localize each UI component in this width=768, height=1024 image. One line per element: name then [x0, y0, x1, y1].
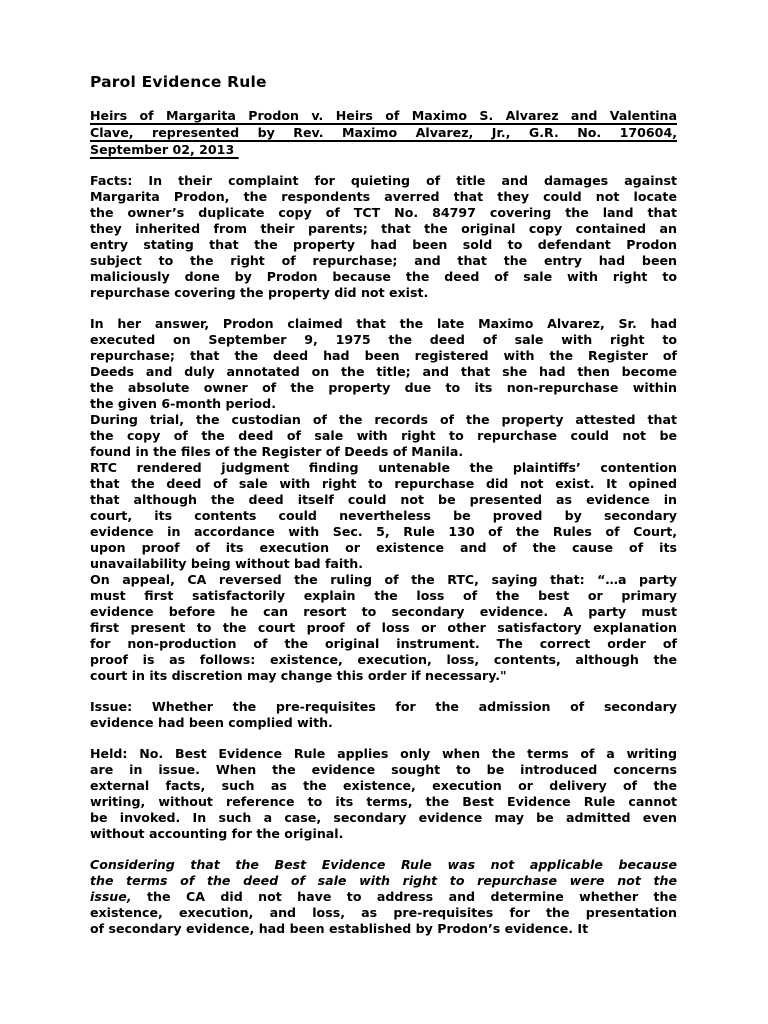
text-segment: Facts: In their complaint for quieting of title and damages against [90, 173, 677, 188]
text-line [90, 285, 677, 301]
text-segment: September 02, 2013 [90, 142, 239, 157]
text-line [90, 715, 677, 731]
para-appeal [90, 572, 677, 684]
text-segment: subject to the right of repurchase; and that the entry had been [90, 253, 677, 268]
para-held [90, 746, 677, 842]
text-segment: proof is as follows: existence, execution, loss, contents, although the [90, 652, 677, 667]
document-title: Parol Evidence Rule [90, 73, 267, 91]
text-segment: repurchase; that the deed had been registered with the Register of [90, 348, 677, 363]
text-segment: the owner’s duplicate copy of TCT No. 84797 covering the land that [90, 205, 677, 220]
text-segment: must first satisfactorily explain the loss of the best or primary [90, 588, 677, 603]
para-rtc [90, 460, 677, 572]
text-line [90, 460, 677, 476]
text-line [90, 124, 677, 141]
para-answer [90, 316, 677, 412]
text-segment: On appeal, CA reversed the ruling of the RTC, saying that: “…a party [90, 572, 677, 587]
text-line [90, 332, 677, 348]
text-line [90, 572, 677, 588]
text-line [90, 428, 677, 444]
text-segment: for non-production of the original instrument. The correct order of [90, 636, 677, 651]
paragraph-spacer [90, 92, 677, 107]
text-segment: evidence in accordance with Sec. 5, Rule 130 of the Rules of Court, [90, 524, 677, 539]
text-line [90, 746, 677, 762]
text-segment: Held: No. Best Evidence Rule applies only when the terms of a writing [90, 746, 677, 761]
text-line [90, 810, 677, 826]
text-line [90, 604, 677, 620]
paragraph-spacer [90, 301, 677, 316]
text-segment: Heirs of Margarita Prodon v. Heirs of Maximo S. Alvarez and Valentina [90, 108, 677, 123]
text-line [90, 412, 677, 428]
text-segment: Issue: Whether the pre-requisites for the admission of secondary [90, 699, 677, 714]
text-segment: the copy of the deed of sale with right to repurchase could not be [90, 428, 677, 443]
text-segment: be invoked. In such a case, secondary evidence may be admitted even [90, 810, 677, 825]
text-segment: the given 6-month period. [90, 396, 276, 411]
text-segment: evidence had been complied with. [90, 715, 333, 730]
text-line [90, 189, 677, 205]
para-issue [90, 699, 677, 731]
text-line [90, 253, 677, 269]
text-line [90, 141, 677, 158]
text-line [90, 588, 677, 604]
text-line [90, 380, 677, 396]
text-line [90, 826, 677, 842]
text-segment: the absolute owner of the property due to its non-repurchase within [90, 380, 677, 395]
text-segment: that although the deed itself could not be presented as evidence in [90, 492, 677, 507]
text-segment: first present to the court proof of loss or other satisfactory explanation [90, 620, 677, 635]
paragraph-spacer [90, 158, 677, 173]
para-facts [90, 173, 677, 301]
text-segment: without accounting for the original. [90, 826, 344, 841]
text-segment: Deeds and duly annotated on the title; and that she had then become [90, 364, 677, 379]
text-segment: writing, without reference to its terms, the Best Evidence Rule cannot [90, 794, 677, 809]
text-segment: upon proof of its execution or existence and of the cause of its [90, 540, 677, 555]
text-line [90, 524, 677, 540]
text-line [90, 173, 677, 189]
text-line [90, 364, 677, 380]
text-line [90, 476, 677, 492]
text-segment: court, its contents could nevertheless be proved by secondary [90, 508, 677, 523]
text-segment: Clave, represented by Rev. Maximo Alvarez, Jr., G.R. No. 170604, [90, 125, 677, 140]
text-line [90, 269, 677, 285]
text-line [90, 540, 677, 556]
text-line [90, 636, 677, 652]
text-segment: they inherited from their parents; that the original copy contained an [90, 221, 677, 236]
text-line [90, 794, 677, 810]
text-line [90, 221, 677, 237]
text-segment: found in the files of the Register of Deeds of Manila. [90, 444, 464, 459]
para-considering [90, 857, 677, 937]
paragraph-spacer [90, 684, 677, 699]
text-segment: of secondary evidence, had been established by Prodon’s evidence. It [90, 921, 589, 936]
text-segment: During trial, the custodian of the records of the property attested that [90, 412, 677, 427]
paragraph-spacer [90, 731, 677, 746]
text-segment: court in its discretion may change this order if necessary." [90, 668, 507, 683]
paragraph-spacer [90, 842, 677, 857]
text-line [90, 492, 677, 508]
text-line [90, 348, 677, 364]
text-segment: repurchase covering the property did not exist. [90, 285, 429, 300]
text-segment: RTC rendered judgment finding untenable the plaintiffs’ contention [90, 460, 677, 475]
text-line [90, 889, 677, 905]
text-line [90, 873, 677, 889]
text-line [90, 921, 677, 937]
text-line [90, 620, 677, 636]
text-segment: evidence before he can resort to secondary evidence. A party must [90, 604, 677, 619]
italic-text-segment: issue, [90, 889, 132, 904]
text-line [90, 778, 677, 794]
para-trial [90, 412, 677, 460]
text-line [90, 762, 677, 778]
text-segment: maliciously done by Prodon because the deed of sale with right to [90, 269, 677, 284]
text-segment: executed on September 9, 1975 the deed of sale with right to [90, 332, 677, 347]
italic-text-segment: the terms of the deed of sale with right to repurchase were not the [90, 873, 677, 888]
text-line [90, 857, 677, 873]
text-line [90, 237, 677, 253]
text-line [90, 905, 677, 921]
text-segment: unavailability being without bad faith. [90, 556, 364, 571]
text-line [90, 508, 677, 524]
text-segment: existence, execution, and loss, as pre-requisites for the presentation [90, 905, 677, 920]
text-line [90, 107, 677, 124]
text-line [90, 668, 677, 684]
text-segment: are in issue. When the evidence sought to be introduced concerns [90, 762, 677, 777]
text-segment: Margarita Prodon, the respondents averred that they could not locate [90, 189, 677, 204]
text-line [90, 396, 677, 412]
text-line [90, 205, 677, 221]
text-segment: the CA did not have to address and determine whether the [131, 889, 677, 904]
text-segment: In her answer, Prodon claimed that the late Maximo Alvarez, Sr. had [90, 316, 677, 331]
text-segment: external facts, such as the existence, execution or delivery of the [90, 778, 677, 793]
text-line [90, 316, 677, 332]
text-line [90, 444, 677, 460]
italic-text-segment: Considering that the Best Evidence Rule was not applicable because [90, 857, 677, 872]
text-segment: that the deed of sale with right to repurchase did not exist. It opined [90, 476, 677, 491]
text-line [90, 652, 677, 668]
text-segment: entry stating that the property had been sold to defendant Prodon [90, 237, 677, 252]
text-line [90, 699, 677, 715]
text-line [90, 556, 677, 572]
case-caption [90, 107, 677, 158]
